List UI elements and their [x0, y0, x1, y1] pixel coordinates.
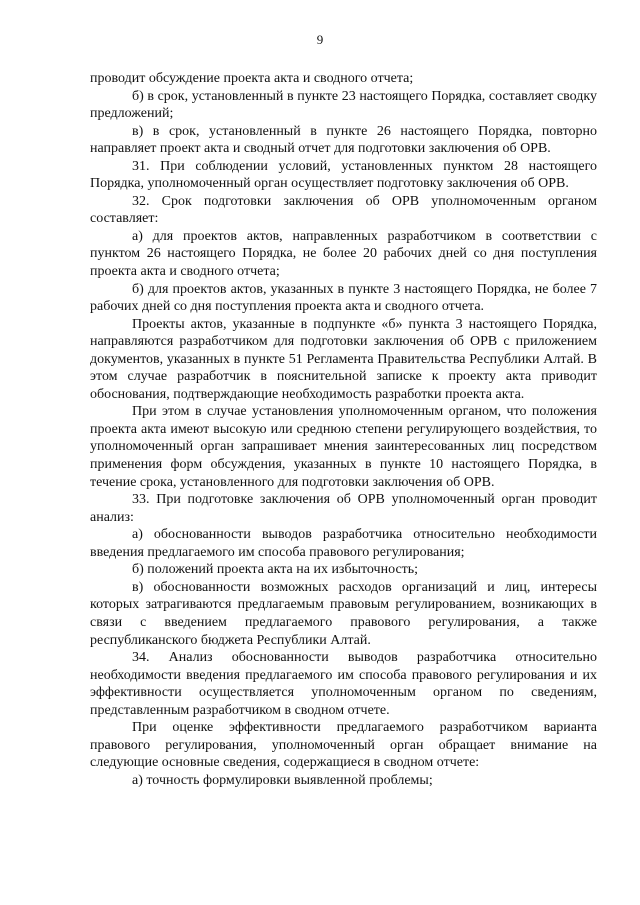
paragraph-item-32-a: а) для проектов актов, направленных разработчиком в соответствии с пунктом 26 настоящего Порядка, не более 20 рабочих дней со дня поступления проекта акта и сводного отчета; — [90, 228, 597, 280]
paragraph-item-32-b: б) для проектов актов, указанных в пункте 3 настоящего Порядка, не более 7 рабочих дней со дня поступления проекта акта и сводного отчета. — [90, 281, 597, 315]
paragraph-regulatory-impact: При этом в случае установления уполномоченным органом, что положения проекта акта имеют высокую или среднюю степени регулирующего воздействия, то уполномоченный орган запрашивает мнения заинтересованных лиц посредством применения форм обсуждения, указанных в пункте 10 настоящего Порядка, в течение срока, установленного для подготовки заключения об ОРВ. — [90, 404, 597, 490]
page-number: 9 — [316, 32, 324, 47]
document-body — [90, 70, 597, 789]
paragraph-projects-acts: Проекты актов, указанные в подпункте «б» пункта 3 настоящего Порядка, направляются разработчиком для подготовки заключения об ОРВ с приложением документов, указанных в пункте 51 Регламента Правительства Республики Алтай. В этом случае разработчик в пояснительной записке к проекту акта приводит обоснования, подтверждающие необходимость разработки проекта акта. — [90, 316, 597, 402]
paragraph-efficiency-assessment: При оценке эффективности предлагаемого разработчиком варианта правового регулирования, уполномоченный орган обращает внимание на следующие основные сведения, содержащиеся в сводном отчете: — [90, 720, 597, 771]
paragraph-item-32: 32. Срок подготовки заключения об ОРВ уполномоченным органом составляет: — [90, 193, 597, 227]
paragraph-item-31: 31. При соблюдении условий, установленных пунктом 28 настоящего Порядка, уполномоченный орган осуществляет подготовку заключения об ОРВ. — [90, 158, 597, 192]
paragraph-item-33-v: в) обоснованности возможных расходов организаций и лиц, интересы которых затрагиваются предлагаемым правовым регулированием, возникающих в связи с введением предлагаемого правового регулирования, а также республиканского бюджета Республики Алтай. — [90, 579, 597, 648]
paragraph-continuation: проводит обсуждение проекта акта и сводного отчета; — [90, 71, 414, 86]
paragraph-item-33-a: а) обоснованности выводов разработчика относительно необходимости введения предлагаемого им способа правового регулирования; — [90, 527, 597, 560]
paragraph-item-33-b: б) положений проекта акта на их избыточность; — [132, 562, 419, 578]
paragraph-item-33: 33. При подготовке заключения об ОРВ уполномоченный орган проводит анализ: — [90, 492, 597, 525]
paragraph-subitem-b-svodka: б) в срок, установленный в пункте 23 настоящего Порядка, составляет сводку предложений; — [90, 88, 597, 122]
paragraph-subitem-v-povtorno: в) в срок, установленный в пункте 26 настоящего Порядка, повторно направляет проект акта и сводный отчет для подготовки заключения об ОРВ. — [90, 123, 597, 157]
paragraph-item-34: 34. Анализ обоснованности выводов разработчика относительно необходимости введения предлагаемого им способа правового регулирования и их эффективности осуществляется уполномоченным органом по сведениям, представленным разработчиком в сводном отчете. — [90, 650, 597, 718]
paragraph-item-34-a: а) точность формулировки выявленной проблемы; — [132, 772, 433, 788]
